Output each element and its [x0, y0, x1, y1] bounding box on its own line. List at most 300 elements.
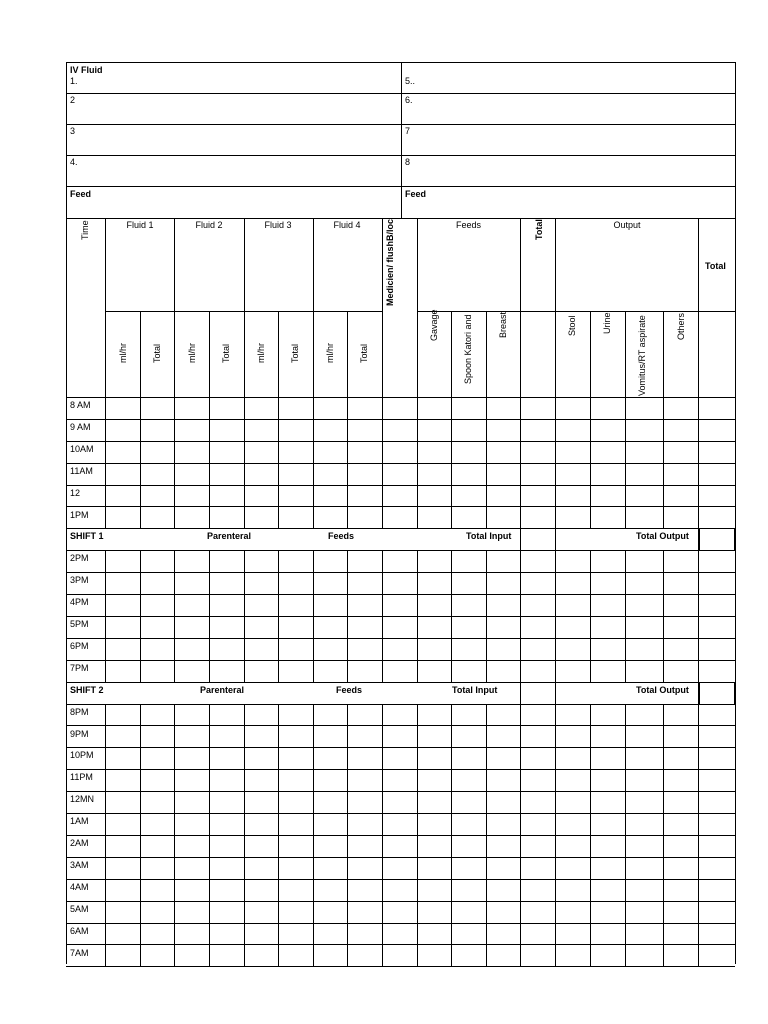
table-cell-line: [244, 726, 245, 748]
table-cell-line: [698, 660, 699, 682]
table-cell-line: [278, 923, 279, 945]
shift-cell-line: [555, 528, 556, 550]
table-cell-line: [278, 594, 279, 616]
table-cell-line: [555, 857, 556, 879]
urine-header: Urine: [602, 312, 612, 334]
table-cell-line: [555, 704, 556, 726]
table-cell-line: [698, 397, 699, 419]
table-cell-line: [278, 419, 279, 441]
table-cell-line: [417, 813, 418, 835]
table-cell-line: [278, 616, 279, 638]
table-cell-line: [313, 945, 314, 967]
table-cell-line: [451, 879, 452, 901]
table-cell-line: [174, 638, 175, 660]
table-cell-line: [663, 901, 664, 923]
table-cell-line: [590, 835, 591, 857]
time-row-label: 7PM: [70, 662, 89, 673]
table-cell-line: [313, 923, 314, 945]
table-cell-line: [555, 616, 556, 638]
fluid-4-header: Fluid 4: [333, 220, 361, 230]
table-cell-line: [451, 660, 452, 682]
table-cell-line: [590, 879, 591, 901]
table-cell-line: [244, 813, 245, 835]
shift-cell-line: [698, 528, 700, 550]
table-cell-line: [555, 638, 556, 660]
table-cell-line: [347, 835, 348, 857]
table-cell-line: [698, 550, 699, 572]
table-row-line: [66, 857, 735, 858]
table-cell-line: [278, 485, 279, 507]
shift-2-parenteral: Parenteral: [200, 684, 245, 695]
table-cell-line: [555, 747, 556, 769]
table-cell-line: [105, 419, 106, 441]
table-cell-line: [174, 791, 175, 813]
time-row-label: 5AM: [70, 903, 89, 914]
table-row-line: [66, 747, 735, 748]
table-cell-line: [663, 463, 664, 485]
table-cell-line: [520, 791, 521, 813]
table-cell-line: [590, 769, 591, 791]
shift-cell-line: [520, 528, 521, 550]
table-cell-line: [382, 550, 383, 572]
table-cell-line: [209, 550, 210, 572]
table-cell-line: [417, 616, 418, 638]
table-cell-line: [347, 485, 348, 507]
table-row-line: [66, 463, 735, 464]
table-cell-line: [382, 835, 383, 857]
table-cell-line: [278, 660, 279, 682]
table-cell-line: [590, 704, 591, 726]
table-cell-line: [244, 857, 245, 879]
header-col-line: [555, 218, 556, 311]
table-cell-line: [486, 441, 487, 463]
table-cell-line: [105, 616, 106, 638]
table-cell-line: [417, 747, 418, 769]
shift-1-total-input: Total Input: [466, 531, 512, 542]
table-cell-line: [209, 594, 210, 616]
table-cell-line: [520, 594, 521, 616]
time-row-label: 9 AM: [70, 421, 91, 432]
table-cell-line: [486, 879, 487, 901]
time-row-label: 8 AM: [70, 400, 91, 410]
table-cell-line: [520, 550, 521, 572]
table-cell-line: [140, 726, 141, 748]
time-row-label: 4PM: [70, 597, 89, 608]
table-cell-line: [590, 857, 591, 879]
table-cell-line: [698, 638, 699, 660]
time-row-label: 10AM: [70, 443, 94, 454]
table-cell-line: [417, 463, 418, 485]
table-cell-line: [382, 945, 383, 967]
header-col-line: [417, 218, 418, 311]
table-cell-line: [486, 419, 487, 441]
time-row-label: 11PM: [70, 772, 93, 783]
table-cell-line: [451, 638, 452, 660]
time-row-label: 1PM: [70, 509, 89, 520]
table-cell-line: [140, 485, 141, 507]
table-cell-line: [590, 463, 591, 485]
table-cell-line: [244, 594, 245, 616]
time-row-label: 10PM: [70, 750, 94, 761]
table-cell-line: [663, 704, 664, 726]
table-cell-line: [174, 485, 175, 507]
table-cell-line: [555, 485, 556, 507]
table-cell-line: [625, 397, 626, 419]
table-cell-line: [590, 813, 591, 835]
table-row-line: [66, 682, 735, 683]
table-row-line: [66, 441, 735, 442]
table-cell-line: [209, 901, 210, 923]
shift-1-label: SHIFT 1: [70, 531, 104, 542]
table-cell-line: [625, 769, 626, 791]
table-row-line: [66, 835, 735, 836]
table-cell-line: [174, 463, 175, 485]
table-cell-line: [313, 485, 314, 507]
shift-2-feeds: Feeds: [336, 684, 363, 695]
iv-fluid-item-5: 5..: [405, 76, 416, 86]
table-cell-line: [174, 945, 175, 967]
table-cell-line: [382, 879, 383, 901]
table-cell-line: [278, 901, 279, 923]
table-cell-line: [698, 945, 699, 967]
header-sub-line: [555, 311, 735, 312]
table-cell-line: [347, 901, 348, 923]
table-cell-line: [382, 923, 383, 945]
time-row-label: 12: [70, 487, 81, 498]
header-col-line: [244, 218, 245, 311]
table-cell-line: [278, 879, 279, 901]
table-cell-line: [347, 419, 348, 441]
table-cell-line: [174, 397, 175, 419]
table-cell-line: [140, 835, 141, 857]
time-row-label: 3PM: [70, 575, 89, 586]
table-cell-line: [313, 704, 314, 726]
table-cell-line: [486, 550, 487, 572]
table-cell-line: [698, 419, 699, 441]
header-sub-line: [417, 311, 520, 312]
iv-fluid-row-line: [66, 218, 735, 219]
table-row-line: [66, 725, 735, 726]
table-cell-line: [347, 638, 348, 660]
table-cell-line: [105, 507, 106, 529]
table-cell-line: [382, 397, 383, 419]
table-cell-line: [105, 572, 106, 594]
table-cell-line: [417, 550, 418, 572]
table-cell-line: [278, 726, 279, 748]
table-cell-line: [625, 485, 626, 507]
table-cell-line: [698, 791, 699, 813]
table-cell-line: [140, 638, 141, 660]
shift-2-label: SHIFT 2: [70, 684, 104, 695]
table-row-line: [66, 879, 735, 880]
table-cell-line: [417, 835, 418, 857]
subheader-col-line: [313, 311, 314, 397]
table-cell-line: [105, 747, 106, 769]
shift-2-total-input: Total Input: [452, 684, 498, 695]
fluid-1-header: Fluid 1: [126, 220, 154, 230]
time-row-label: 7AM: [70, 947, 89, 958]
table-cell-line: [486, 747, 487, 769]
table-row-line: [66, 594, 735, 595]
table-cell-line: [520, 616, 521, 638]
fluid-3-header: Fluid 3: [264, 220, 292, 230]
table-cell-line: [417, 901, 418, 923]
table-cell-line: [313, 638, 314, 660]
output-header: Output: [613, 220, 641, 230]
table-cell-line: [140, 463, 141, 485]
shift-cell-line: [555, 682, 556, 704]
table-cell-line: [451, 441, 452, 463]
table-cell-line: [278, 441, 279, 463]
table-cell-line: [555, 507, 556, 529]
table-cell-line: [555, 901, 556, 923]
table-cell-line: [663, 419, 664, 441]
table-cell-line: [520, 879, 521, 901]
table-cell-line: [486, 397, 487, 419]
table-cell-line: [347, 594, 348, 616]
table-cell-line: [313, 726, 314, 748]
table-cell-line: [486, 813, 487, 835]
table-cell-line: [486, 507, 487, 529]
table-cell-line: [382, 463, 383, 485]
table-cell-line: [174, 747, 175, 769]
table-cell-line: [451, 813, 452, 835]
table-cell-line: [663, 507, 664, 529]
table-cell-line: [698, 923, 699, 945]
table-cell-line: [140, 769, 141, 791]
table-cell-line: [663, 550, 664, 572]
time-row-label: 4AM: [70, 881, 89, 892]
total-input-header: Total: [534, 219, 544, 240]
table-cell-line: [174, 726, 175, 748]
table-cell-line: [313, 507, 314, 529]
table-cell-line: [105, 485, 106, 507]
table-cell-line: [347, 813, 348, 835]
table-cell-line: [590, 550, 591, 572]
table-cell-line: [417, 879, 418, 901]
table-cell-line: [209, 419, 210, 441]
table-cell-line: [555, 572, 556, 594]
table-cell-line: [382, 901, 383, 923]
table-row-line: [66, 419, 735, 420]
table-cell-line: [174, 835, 175, 857]
table-cell-line: [174, 769, 175, 791]
table-cell-line: [663, 485, 664, 507]
table-cell-line: [174, 704, 175, 726]
table-cell-line: [486, 660, 487, 682]
table-cell-line: [451, 857, 452, 879]
table-cell-line: [451, 747, 452, 769]
table-cell-line: [451, 726, 452, 748]
table-cell-line: [625, 594, 626, 616]
table-cell-line: [105, 835, 106, 857]
table-cell-line: [663, 594, 664, 616]
table-cell-line: [555, 463, 556, 485]
table-row-line: [66, 572, 735, 573]
table-cell-line: [698, 857, 699, 879]
table-row-line: [66, 638, 735, 639]
table-cell-line: [417, 704, 418, 726]
table-cell-line: [244, 485, 245, 507]
table-cell-line: [417, 594, 418, 616]
fluid-4-total: Total: [359, 343, 369, 363]
table-cell-line: [244, 791, 245, 813]
table-cell-line: [663, 791, 664, 813]
table-cell-line: [278, 857, 279, 879]
table-cell-line: [313, 879, 314, 901]
subheader-col-line: [278, 311, 279, 397]
table-cell-line: [520, 419, 521, 441]
table-cell-line: [698, 879, 699, 901]
table-cell-line: [347, 660, 348, 682]
table-row-line: [66, 813, 735, 814]
table-cell-line: [382, 594, 383, 616]
table-cell-line: [140, 923, 141, 945]
table-cell-line: [698, 485, 699, 507]
table-cell-line: [209, 638, 210, 660]
table-cell-line: [417, 419, 418, 441]
table-cell-line: [520, 638, 521, 660]
table-cell-line: [244, 507, 245, 529]
table-cell-line: [417, 857, 418, 879]
table-cell-line: [278, 572, 279, 594]
table-cell-line: [555, 550, 556, 572]
iv-fluid-item-6: 6.: [405, 95, 413, 105]
table-cell-line: [555, 660, 556, 682]
table-cell-line: [590, 594, 591, 616]
table-cell-line: [244, 901, 245, 923]
table-cell-line: [347, 572, 348, 594]
table-cell-line: [347, 397, 348, 419]
table-cell-line: [417, 572, 418, 594]
table-cell-line: [625, 441, 626, 463]
table-cell-line: [278, 791, 279, 813]
shift-cell-line: [734, 528, 736, 550]
table-cell-line: [244, 660, 245, 682]
table-row-line: [66, 923, 735, 924]
table-cell-line: [105, 726, 106, 748]
table-cell-line: [698, 901, 699, 923]
table-cell-line: [625, 901, 626, 923]
fluid-2-header: Fluid 2: [195, 220, 223, 230]
table-cell-line: [520, 726, 521, 748]
table-cell-line: [209, 397, 210, 419]
table-cell-line: [140, 857, 141, 879]
table-cell-line: [105, 463, 106, 485]
table-cell-line: [105, 857, 106, 879]
table-cell-line: [140, 813, 141, 835]
table-cell-line: [140, 879, 141, 901]
table-cell-line: [417, 923, 418, 945]
table-cell-line: [625, 791, 626, 813]
table-cell-line: [417, 485, 418, 507]
table-cell-line: [451, 945, 452, 967]
table-cell-line: [663, 879, 664, 901]
table-cell-line: [209, 879, 210, 901]
subheader-col-line: [520, 311, 521, 397]
table-cell-line: [417, 945, 418, 967]
table-cell-line: [105, 441, 106, 463]
table-cell-line: [209, 660, 210, 682]
table-cell-line: [520, 945, 521, 967]
table-cell-line: [140, 397, 141, 419]
table-cell-line: [590, 726, 591, 748]
table-cell-line: [140, 901, 141, 923]
table-cell-line: [347, 507, 348, 529]
table-cell-line: [209, 441, 210, 463]
table-cell-line: [347, 857, 348, 879]
table-cell-line: [209, 835, 210, 857]
time-row-label: 2PM: [70, 553, 89, 564]
table-cell-line: [278, 835, 279, 857]
table-cell-line: [347, 463, 348, 485]
table-cell-line: [209, 616, 210, 638]
table-cell-line: [698, 769, 699, 791]
fluid-2-mlhr: ml/hr: [187, 343, 197, 363]
table-cell-line: [105, 791, 106, 813]
subheader-col-line: [486, 311, 487, 397]
table-cell-line: [174, 550, 175, 572]
table-cell-line: [347, 441, 348, 463]
table-cell-line: [451, 507, 452, 529]
subheader-col-line: [209, 311, 210, 397]
outer-border-left: [66, 62, 67, 964]
table-cell-line: [347, 945, 348, 967]
table-cell-line: [174, 923, 175, 945]
table-cell-line: [486, 835, 487, 857]
table-cell-line: [105, 879, 106, 901]
table-cell-line: [105, 594, 106, 616]
table-cell-line: [244, 616, 245, 638]
table-cell-line: [209, 463, 210, 485]
table-cell-line: [105, 660, 106, 682]
table-cell-line: [417, 769, 418, 791]
table-cell-line: [698, 747, 699, 769]
table-cell-line: [140, 747, 141, 769]
table-cell-line: [698, 441, 699, 463]
header-col-line: [382, 218, 383, 311]
table-cell-line: [244, 463, 245, 485]
table-cell-line: [313, 572, 314, 594]
table-cell-line: [451, 616, 452, 638]
table-cell-line: [451, 704, 452, 726]
fluid-3-mlhr: ml/hr: [256, 343, 266, 363]
table-cell-line: [451, 550, 452, 572]
table-row-line: [66, 528, 735, 529]
table-cell-line: [590, 638, 591, 660]
table-cell-line: [698, 835, 699, 857]
table-cell-line: [174, 507, 175, 529]
subheader-col-line: [555, 311, 556, 397]
table-cell-line: [625, 660, 626, 682]
table-cell-line: [555, 879, 556, 901]
table-cell-line: [555, 945, 556, 967]
table-cell-line: [663, 638, 664, 660]
table-cell-line: [105, 638, 106, 660]
table-cell-line: [140, 550, 141, 572]
table-cell-line: [209, 857, 210, 879]
table-cell-line: [555, 835, 556, 857]
table-cell-line: [244, 638, 245, 660]
table-cell-line: [244, 550, 245, 572]
table-cell-line: [520, 397, 521, 419]
table-cell-line: [520, 704, 521, 726]
table-cell-line: [590, 901, 591, 923]
table-cell-line: [555, 397, 556, 419]
table-cell-line: [244, 397, 245, 419]
table-cell-line: [278, 463, 279, 485]
table-cell-line: [313, 397, 314, 419]
